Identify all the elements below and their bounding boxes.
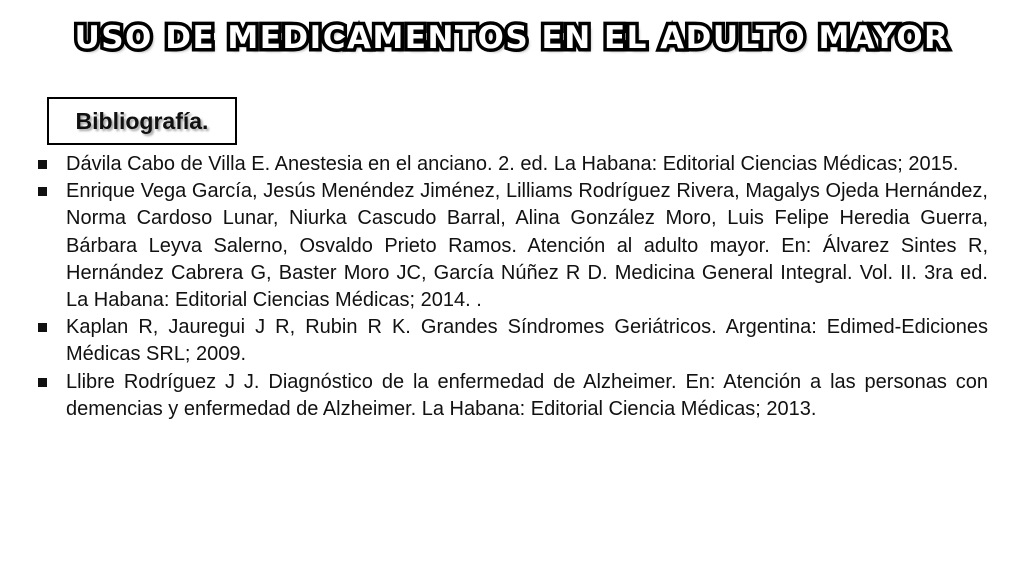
bibliography-heading-box bbox=[47, 97, 237, 145]
square-bullet-icon bbox=[38, 160, 47, 169]
square-bullet-icon bbox=[38, 378, 47, 387]
bibliography-heading: Bibliografía. bbox=[75, 107, 209, 134]
reference-text: Llibre Rodríguez J J. Diagnóstico de la enfermedad de Alzheimer. En: Atención a las personas con demencias y enfermedad de Alzheimer. La Habana: Editorial Ciencia Médicas; 2013. bbox=[66, 370, 988, 420]
square-bullet-icon bbox=[38, 187, 47, 196]
reference-list bbox=[38, 151, 988, 423]
list-item bbox=[38, 314, 988, 368]
list-item bbox=[38, 151, 988, 178]
slide-title-container bbox=[0, 18, 1024, 58]
list-item bbox=[38, 369, 988, 423]
list-item bbox=[38, 178, 988, 314]
reference-text: Kaplan R, Jauregui J R, Rubin R K. Grandes Síndromes Geriátricos. Argentina: Edimed-Ediciones Médicas SRL; 2009. bbox=[66, 316, 988, 366]
reference-text: Dávila Cabo de Villa E. Anestesia en el anciano. 2. ed. La Habana: Editorial Ciencias Médicas; 2015. bbox=[66, 153, 959, 175]
slide-title: USO DE MEDICAMENTOS EN EL ADULTO MAYOR bbox=[74, 20, 950, 56]
square-bullet-icon bbox=[38, 323, 47, 332]
reference-text: Enrique Vega García, Jesús Menéndez Jiménez, Lilliams Rodríguez Rivera, Magalys Ojeda Hernández, Norma Cardoso Lunar, Niurka Cascudo Barral, Alina González Moro, Luis Felipe Heredia Guerra, Bárbara Leyva Salerno, Osvaldo Prieto Ramos. Atención al adulto mayor. En: Álvarez Sintes R, Hernández Cabrera G, Baster Moro JC, García Núñez R D. Medicina General Integral. Vol. II. 3ra ed. La Habana: Editorial Ciencias Médicas; 2014. . bbox=[66, 180, 988, 312]
